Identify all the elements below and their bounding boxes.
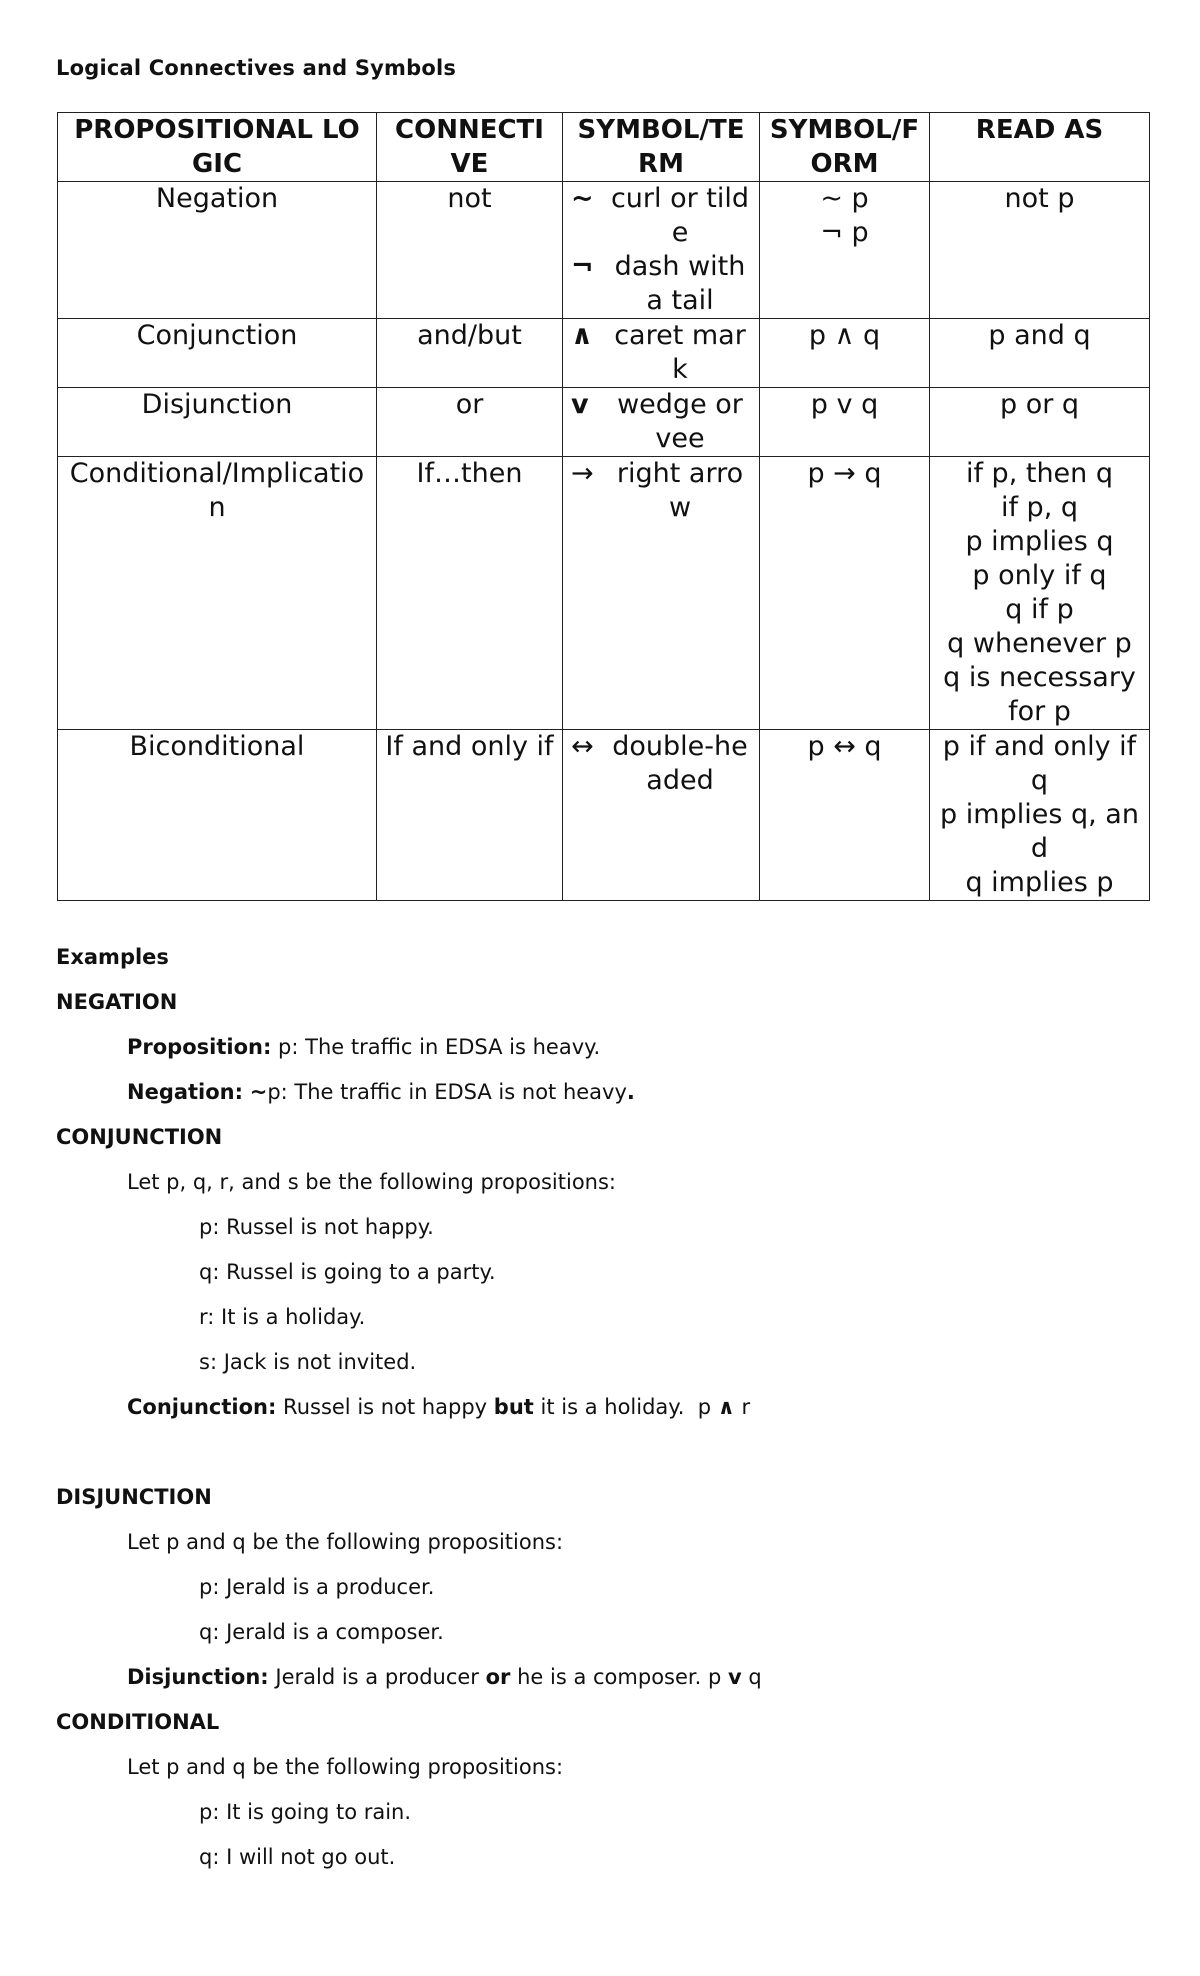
cell-symbol-term — [563, 457, 760, 730]
cell-logic: Conjunction — [58, 319, 377, 388]
disjunction-example — [127, 1665, 762, 1689]
cell-connective: or — [377, 388, 563, 457]
header-read-as: READ AS — [930, 113, 1150, 182]
cell-logic: Negation — [58, 182, 377, 319]
cell-symbol-form — [760, 730, 930, 901]
conditional-intro: Let p and q be the following propositions: — [127, 1755, 564, 1779]
symbol-glyph: ¬ — [571, 251, 594, 282]
form-text: p → q — [807, 458, 882, 489]
negation-symbol: ~ — [249, 1080, 268, 1104]
conjunction-form-b: r — [741, 1395, 751, 1419]
symbol-entry — [571, 457, 751, 525]
read-as-text: q is necessary for p — [943, 662, 1136, 727]
cell-symbol-term — [563, 730, 760, 901]
symbol-glyph: ~ — [571, 183, 594, 214]
table-header-row — [58, 113, 1150, 182]
proposition-label: Proposition: — [127, 1035, 272, 1059]
disjunction-form-symbol: v — [727, 1665, 742, 1689]
read-as-text: p or q — [999, 389, 1080, 420]
table-row — [58, 182, 1150, 319]
conjunction-heading: CONJUNCTION — [56, 1125, 223, 1149]
symbol-glyph: ↔ — [571, 731, 594, 762]
negation-example — [127, 1080, 635, 1104]
read-as-text: p only if q — [972, 560, 1107, 591]
conditional-prop: q: I will not go out. — [199, 1845, 396, 1869]
cell-symbol-term — [563, 319, 760, 388]
disjunction-prop: p: Jerald is a producer. — [199, 1575, 435, 1599]
examples-heading: Examples — [56, 945, 169, 969]
disjunction-intro: Let p and q be the following propositions: — [127, 1530, 564, 1554]
read-as-text: p implies q, and — [940, 799, 1139, 864]
conjunction-example — [127, 1395, 750, 1419]
read-as-text: p and q — [988, 320, 1091, 351]
symbol-glyph: v — [571, 389, 589, 420]
conditional-prop: p: It is going to rain. — [199, 1800, 412, 1824]
cell-symbol-term — [563, 182, 760, 319]
form-text: p ↔ q — [807, 731, 882, 762]
negation-proposition — [127, 1035, 600, 1059]
conjunction-text-b: it is a holiday. — [540, 1395, 685, 1419]
symbol-entry — [571, 388, 751, 456]
symbol-term: double-headed — [612, 731, 748, 796]
cell-read-as — [930, 388, 1150, 457]
cell-logic: Disjunction — [58, 388, 377, 457]
table-row — [58, 730, 1150, 901]
conjunction-intro: Let p, q, r, and s be the following propositions: — [127, 1170, 616, 1194]
negation-label: Negation: — [127, 1080, 244, 1104]
document-title: Logical Connectives and Symbols — [56, 56, 457, 80]
conjunction-prop: s: Jack is not invited. — [199, 1350, 417, 1374]
cell-logic: Conditional/Implication — [58, 457, 377, 730]
symbol-glyph: ∧ — [571, 320, 593, 351]
form-text: ~ p — [820, 183, 869, 214]
conjunction-form-a: p — [697, 1395, 712, 1419]
read-as-text: q implies p — [965, 867, 1114, 898]
cell-connective: If…then — [377, 457, 563, 730]
conjunction-prop: p: Russel is not happy. — [199, 1215, 434, 1239]
conjunction-label: Conjunction: — [127, 1395, 277, 1419]
table-row — [58, 319, 1150, 388]
symbol-term: caret mark — [614, 320, 746, 385]
symbol-glyph: → — [571, 458, 594, 489]
negation-text: p: The traffic in EDSA is not heavy — [267, 1080, 627, 1104]
conjunction-form-symbol: ∧ — [717, 1395, 735, 1419]
cell-connective: and/but — [377, 319, 563, 388]
cell-read-as — [930, 730, 1150, 901]
disjunction-keyword: or — [485, 1665, 511, 1689]
conjunction-text-a: Russel is not happy — [283, 1395, 488, 1419]
conditional-heading: CONDITIONAL — [56, 1710, 220, 1734]
read-as-text: if p, q — [1000, 492, 1079, 523]
cell-symbol-form — [760, 182, 930, 319]
cell-read-as — [930, 182, 1150, 319]
symbol-entry — [571, 319, 751, 387]
symbol-term: curl or tilde — [610, 183, 750, 248]
disjunction-text-a: Jerald is a producer — [275, 1665, 479, 1689]
conjunction-prop: r: It is a holiday. — [199, 1305, 366, 1329]
cell-symbol-form — [760, 457, 930, 730]
disjunction-text-b: he is a composer. p — [517, 1665, 722, 1689]
cell-symbol-term — [563, 388, 760, 457]
read-as-text: p if and only if q — [942, 731, 1137, 796]
disjunction-prop: q: Jerald is a composer. — [199, 1620, 444, 1644]
connectives-table — [57, 112, 1150, 901]
cell-symbol-form — [760, 388, 930, 457]
table-row — [58, 457, 1150, 730]
conjunction-prop: q: Russel is going to a party. — [199, 1260, 496, 1284]
cell-read-as — [930, 319, 1150, 388]
read-as-text: if p, then q — [965, 458, 1114, 489]
cell-logic: Biconditional — [58, 730, 377, 901]
form-text: ¬ p — [820, 217, 869, 248]
disjunction-form-b: q — [748, 1665, 762, 1689]
header-propositional-logic: PROPOSITIONAL LOGIC — [58, 113, 377, 182]
read-as-text: not p — [1004, 183, 1075, 214]
symbol-term: dash with a tail — [614, 251, 746, 316]
symbol-term: wedge or vee — [617, 389, 743, 454]
cell-connective: If and only if — [377, 730, 563, 901]
read-as-text: q whenever p — [947, 628, 1132, 659]
cell-connective: not — [377, 182, 563, 319]
symbol-entry — [571, 730, 751, 798]
proposition-text: p: The traffic in EDSA is heavy. — [278, 1035, 601, 1059]
header-connective: CONNECTIVE — [377, 113, 563, 182]
disjunction-heading: DISJUNCTION — [56, 1485, 212, 1509]
symbol-term: right arrow — [616, 458, 744, 523]
negation-heading: NEGATION — [56, 990, 178, 1014]
read-as-text: p implies q — [965, 526, 1114, 557]
symbol-entry — [571, 182, 751, 250]
negation-end: . — [626, 1080, 635, 1104]
form-text: p ∧ q — [808, 320, 881, 351]
form-text: p v q — [810, 389, 879, 420]
disjunction-label: Disjunction: — [127, 1665, 269, 1689]
conjunction-keyword: but — [493, 1395, 534, 1419]
cell-read-as — [930, 457, 1150, 730]
header-symbol-term: SYMBOL/TERM — [563, 113, 760, 182]
cell-symbol-form — [760, 319, 930, 388]
read-as-text: q if p — [1005, 594, 1074, 625]
header-symbol-form: SYMBOL/FORM — [760, 113, 930, 182]
table-row — [58, 388, 1150, 457]
symbol-entry — [571, 250, 751, 318]
